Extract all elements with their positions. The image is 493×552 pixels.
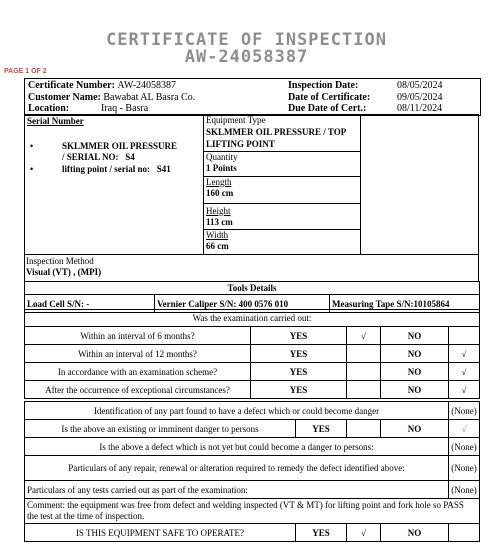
serial-bullet-1: •	[30, 141, 34, 151]
exam-q: Within an interval of 6 months?	[25, 327, 251, 345]
safe-no: NO	[381, 524, 449, 542]
no-label: NO	[381, 327, 449, 345]
table-row	[25, 345, 480, 363]
equipment-type-value: SKLMMER OIL PRESSURE / TOP LIFTING POINT	[206, 127, 346, 149]
identification-q: Identification of any part found to have a defect which or could become danger	[25, 402, 449, 420]
yes-check	[347, 381, 381, 399]
width-label: Width	[206, 230, 229, 240]
yes-label: YES	[251, 327, 347, 345]
length-value: 160 cm	[206, 188, 234, 198]
no-label: NO	[381, 345, 449, 363]
danger-q: Is the above an existing or imminent danger to persons	[25, 420, 296, 438]
certificate-title: CERTIFICATE OF INSPECTION	[106, 30, 387, 50]
load-cell: Load Cell S/N: -	[25, 295, 155, 313]
danger-yes-check	[347, 420, 381, 438]
quantity-value: 1 Points	[206, 163, 237, 173]
future-danger-value: (None)	[449, 438, 480, 456]
danger-yes: YES	[296, 420, 347, 438]
serial-item-2: lifting point / serial no: S41	[62, 164, 171, 174]
safe-yes: YES	[296, 524, 347, 542]
divider	[203, 203, 361, 204]
yes-label: YES	[251, 345, 347, 363]
safe-no-check	[449, 524, 480, 542]
inspection-date-label: Inspection Date:	[288, 80, 359, 91]
exam-q: In accordance with an examination scheme?	[25, 363, 251, 381]
cert-number: AW-24058387	[117, 80, 177, 91]
no-label: NO	[381, 381, 449, 399]
yes-label: YES	[251, 381, 347, 399]
danger-no: NO	[381, 420, 449, 438]
height-value: 113 cm	[206, 217, 233, 227]
comment: Comment: the equipment was free from defect and welding inspected (VT & MT) for lifting point and fork hole so PASS the test at the time of inspection.	[25, 499, 480, 524]
height-label: Height	[206, 206, 231, 216]
inspection-date: 08/05/2024	[397, 80, 443, 91]
exam-q: After the occurrence of exceptional circumstances?	[25, 381, 251, 399]
no-check	[449, 327, 480, 345]
serial-label: Serial Number	[27, 116, 84, 126]
measuring-tape: Measuring Tape S/N:10105864	[330, 295, 480, 313]
cert-number-label: Certificate Number:	[28, 80, 115, 91]
equipment-type-label: Equipment Type	[206, 115, 266, 125]
examination-table	[24, 309, 480, 399]
table-row	[25, 381, 480, 399]
due-date-label: Due Date of Cert.:	[288, 103, 367, 114]
table-row	[25, 363, 480, 381]
vernier-caliper: Vernier Caliper S/N: 400 0576 010	[155, 295, 330, 313]
yes-check: √	[347, 327, 381, 345]
defects-table	[24, 401, 480, 542]
future-danger-q: Is the above a defect which is not yet but could become a danger to persons:	[25, 438, 449, 456]
due-date: 08/11/2024	[397, 103, 443, 114]
yes-label: YES	[251, 363, 347, 381]
customer-name: Bawabat AL Basra Co.	[103, 92, 196, 103]
certificate-title-number: AW-24058387	[184, 47, 309, 67]
exam-q: Within an interval of 12 months?	[25, 345, 251, 363]
width-value: 66 cm	[206, 241, 229, 251]
tests-q: Particulars of any tests carried out as part of the examination:	[25, 481, 449, 499]
repair-value: (None)	[449, 456, 480, 481]
no-check: √	[449, 381, 480, 399]
table-row	[25, 327, 480, 345]
serial-bullet-2: •	[30, 164, 34, 174]
yes-check	[347, 363, 381, 381]
length-label: Length	[206, 177, 232, 187]
inspection-method-value: Visual (VT) , (MPI)	[26, 267, 102, 277]
safe-yes-check: √	[347, 524, 381, 542]
serial-item-1-line1: SKLMMER OIL PRESSURE	[62, 141, 178, 151]
no-label: NO	[381, 363, 449, 381]
no-check: √	[449, 363, 480, 381]
location-label: Location:	[28, 103, 70, 114]
repair-q: Particulars of any repair, renewal or alteration required to remedy the defect identified above:	[25, 456, 449, 481]
quantity-label: Quantity	[206, 152, 238, 162]
identification-value: (None)	[449, 402, 480, 420]
inspection-method-label: Inspection Method	[26, 256, 94, 266]
danger-no-check: √	[449, 420, 480, 438]
tools-heading: Tools Details	[25, 282, 480, 295]
no-check: √	[449, 345, 480, 363]
location: Iraq - Basra	[101, 103, 149, 114]
date-cert-label: Date of Certificate:	[288, 92, 371, 103]
safe-q: IS THIS EQUIPMENT SAFE TO OPERATE?	[25, 524, 296, 542]
header-block	[24, 78, 481, 116]
page-label: PAGE 1 OF 2	[4, 68, 47, 75]
serial-item-1-line2: / SERIAL NO: S4	[62, 152, 135, 162]
customer-label: Customer Name:	[28, 92, 101, 103]
date-of-certificate: 09/05/2024	[397, 92, 443, 103]
exam-question: Was the examination carried out:	[25, 310, 480, 327]
yes-check	[347, 345, 381, 363]
tests-value: (None)	[449, 481, 480, 499]
